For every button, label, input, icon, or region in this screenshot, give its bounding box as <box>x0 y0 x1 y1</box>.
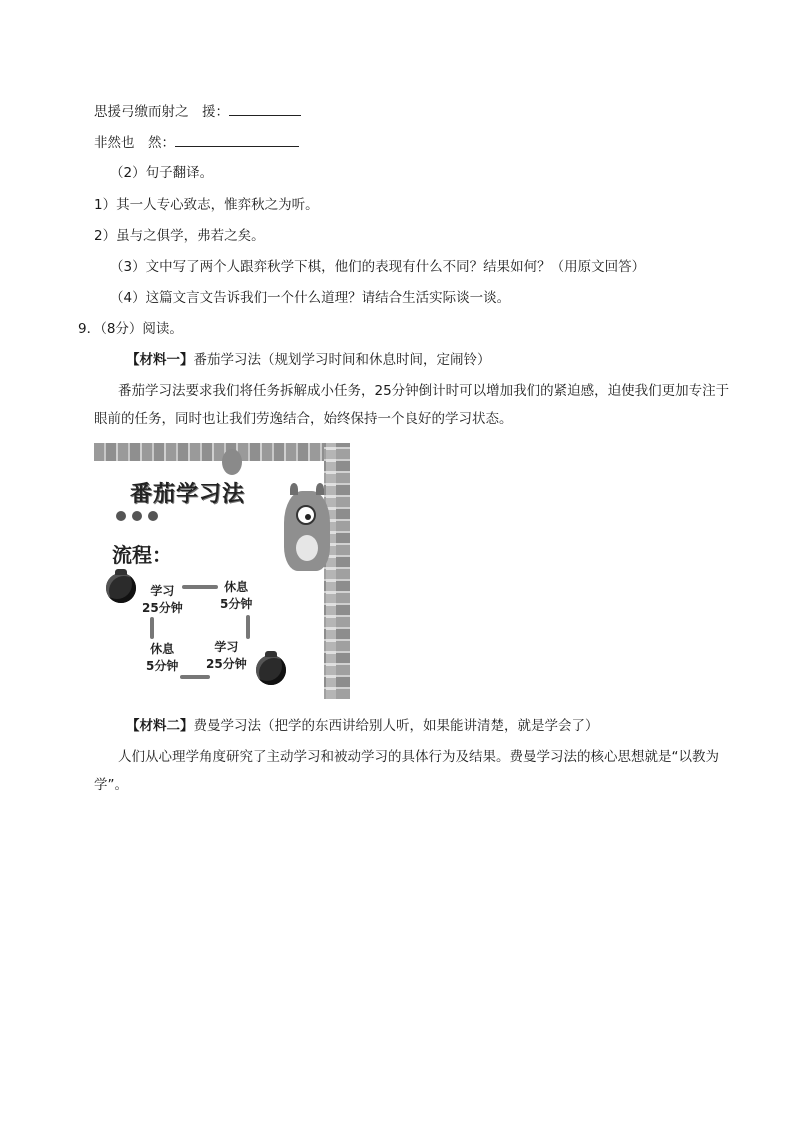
monster-horn <box>290 483 298 495</box>
question-2-item-1: 1）其一人专心致志，惟弈秋之为听。 <box>94 197 319 213</box>
dot-icon <box>116 511 126 521</box>
flow-step-2-line2: 5分钟 <box>220 597 253 611</box>
flow-step-2-line1: 休息 <box>224 580 249 594</box>
question-2-item-2: 2）虽与之俱学，弗若之矣。 <box>94 228 265 244</box>
answer-blank-1[interactable] <box>229 101 301 116</box>
flow-step-1 <box>142 583 183 617</box>
flow-step-4-line2: 5分钟 <box>146 659 179 673</box>
material-2-label: 【材料二】 <box>126 718 194 734</box>
vocab-line-1-text: 思援弓缴而射之 援： <box>94 104 229 120</box>
vocab-line-2-text: 非然也 然： <box>94 135 175 151</box>
dot-icon <box>132 511 142 521</box>
figure-title: 番茄学习法 <box>130 482 246 507</box>
monster-eye <box>296 505 316 525</box>
figure-flow-label: 流程： <box>112 543 172 567</box>
material-1-header <box>126 350 491 370</box>
arrow-up-icon <box>150 617 154 639</box>
answer-blank-2[interactable] <box>175 132 299 147</box>
tomato-icon <box>256 655 286 685</box>
vocab-line-1 <box>94 101 301 122</box>
flow-step-3 <box>206 639 247 673</box>
material-1-label: 【材料一】 <box>126 352 194 368</box>
monster-belly <box>296 535 318 561</box>
flow-step-4 <box>146 641 178 675</box>
tile-column <box>326 443 336 699</box>
question-2-title: （2）句子翻译。 <box>110 165 214 181</box>
balloon-icon <box>222 449 242 475</box>
material-2-header <box>126 716 599 736</box>
flow-step-4-line1: 休息 <box>150 642 175 656</box>
vocab-line-2 <box>94 132 299 153</box>
flow-step-1-line1: 学习 <box>150 584 175 598</box>
monster-pupil <box>305 514 311 520</box>
material-2-title: 费曼学习法（把学的东西讲给别人听，如果能讲清楚，就是学会了） <box>193 718 599 734</box>
flow-step-3-line2: 25分钟 <box>206 657 247 671</box>
material-1-title: 番茄学习法（规划学习时间和休息时间，定闹铃） <box>193 352 491 368</box>
arrow-down-icon <box>246 615 250 639</box>
monster-mascot-icon <box>284 491 330 571</box>
dot-icon <box>148 511 158 521</box>
arrow-left-icon <box>180 675 210 679</box>
tomato-icon <box>106 573 136 603</box>
arrow-right-icon <box>182 585 218 589</box>
flow-step-2 <box>220 579 252 613</box>
question-3: （3）文中写了两个人跟弈秋学下棋，他们的表现有什么不同？结果如何？（用原文回答） <box>110 259 646 275</box>
material-1-body: 番茄学习法要求我们将任务拆解成小任务，25分钟倒计时可以增加我们的紧迫感，迫使我们更加专注于眼前的任务，同时也让我们劳逸结合，始终保持一个良好的学习状态。 <box>94 383 730 427</box>
question-4: （4）这篇文言文告诉我们一个什么道理？请结合生活实际谈一谈。 <box>110 290 511 306</box>
section-9-heading: 9．（8分）阅读。 <box>78 321 183 337</box>
material-2-body: 人们从心理学角度研究了主动学习和被动学习的具体行为及结果。费曼学习法的核心思想就是“以教为学”。 <box>94 749 719 793</box>
flow-step-1-line2: 25分钟 <box>142 601 183 615</box>
monster-horn <box>316 483 324 495</box>
pomodoro-illustration <box>94 443 350 699</box>
flow-step-3-line1: 学习 <box>214 640 239 654</box>
